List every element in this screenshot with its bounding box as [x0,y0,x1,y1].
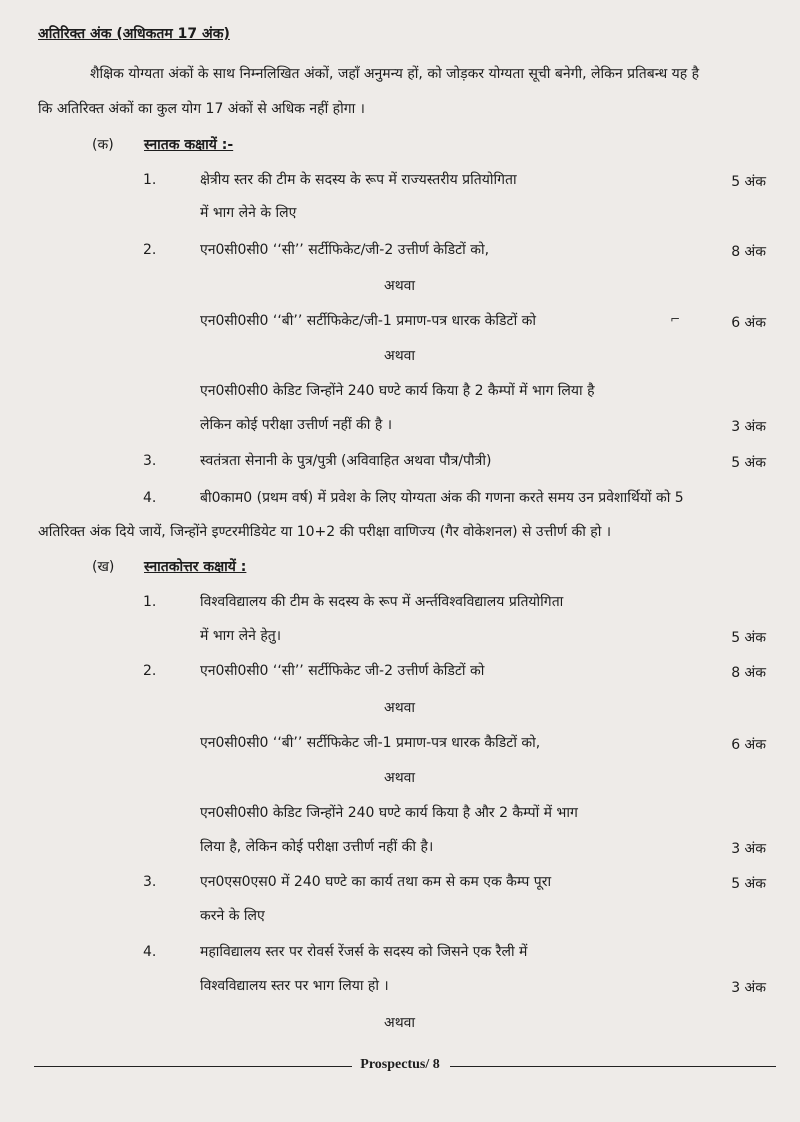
ka-item2-option-b-marks: 6 अंक [731,315,766,331]
kha-item1-line2: में भाग लेने हेतु। [200,628,282,644]
ka-item4-number: 4. [143,490,157,506]
kha-item4-marks: 3 अंक [731,980,766,996]
kha-item2-option-b: एन0सी0सी0 ‘‘बी’’ सर्टीफिकेट जी-1 प्रमाण-पत्र धारक कैडिटों को, [200,735,541,751]
ka-or-1: अथवा [384,278,416,294]
kha-item3-number: 3. [143,874,157,890]
ka-item1-line1: क्षेत्रीय स्तर की टीम के सदस्य के रूप में राज्यस्तरीय प्रतियोगिता [200,172,517,188]
ka-item3-marks: 5 अंक [731,455,766,471]
section-ka-label: (क) [92,137,114,153]
kha-item4-line2: विश्वविद्यालय स्तर पर भाग लिया हो । [200,978,389,994]
ka-item4-line2: अतिरिक्त अंक दिये जायें, जिन्होंने इण्टरमीडियेट या 10+2 की परीक्षा वाणिज्य (गैर वोकेशनल) से उत्तीर्ण की हो । [38,524,612,540]
stray-mark: ⌐ [670,312,681,326]
ka-item2-option-b: एन0सी0सी0 ‘‘बी’’ सर्टीफिकेट/जी-1 प्रमाण-पत्र धारक केडिटों को [200,313,537,329]
section-heading: अतिरिक्त अंक (अधिकतम 17 अंक) [38,26,230,42]
kha-item2-option-a: एन0सी0सी0 ‘‘सी’’ सर्टीफिकेट जी-2 उत्तीर्ण केडिटों को [200,663,485,679]
page-footer: Prospectus/ 8 [360,1057,440,1072]
kha-or-1: अथवा [384,700,416,716]
section-kha-label: (ख) [92,559,115,575]
kha-item4-line1: महाविद्यालय स्तर पर रोवर्स रेंजर्स के सदस्य को जिसने एक रैली में [200,944,528,960]
ka-item2-option-c-line2: लेकिन कोई परीक्षा उत्तीर्ण नहीं की है । [200,417,393,433]
ka-item4-line1: बी0काम0 (प्रथम वर्ष) में प्रवेश के लिए योग्यता अंक की गणना करते समय उन प्रवेशार्थियों को 5 [200,490,684,506]
kha-item2-option-c-line1: एन0सी0सी0 केडिट जिन्होंने 240 घण्टे कार्य किया है और 2 कैम्पों में भाग [200,805,578,821]
kha-item3-line2: करने के लिए [200,908,265,924]
kha-item4-number: 4. [143,944,157,960]
ka-item2-option-a: एन0सी0सी0 ‘‘सी’’ सर्टीफिकेट/जी-2 उत्तीर्ण केडिटों को, [200,242,490,258]
ka-item1-line2: में भाग लेने के लिए [200,205,297,221]
kha-item2-number: 2. [143,663,157,679]
ka-item2-number: 2. [143,242,157,258]
kha-item2-option-b-marks: 6 अंक [731,737,766,753]
kha-item2-option-c-line2: लिया है, लेकिन कोई परीक्षा उत्तीर्ण नहीं की है। [200,839,434,855]
ka-item1-marks: 5 अंक [731,174,766,190]
intro-line-2: कि अतिरिक्त अंकों का कुल योग 17 अंकों से अधिक नहीं होगा । [38,101,365,117]
ka-item2-option-c-marks: 3 अंक [731,419,766,435]
kha-or-3: अथवा [384,1015,416,1031]
ka-item2-option-a-marks: 8 अंक [731,244,766,260]
kha-item1-marks: 5 अंक [731,630,766,646]
ka-or-2: अथवा [384,348,416,364]
section-ka-title: स्नातक कक्षायें :- [144,137,234,153]
ka-item3-text: स्वतंत्रता सेनानी के पुत्र/पुत्री (अविवाहित अथवा पौत्र/पौत्री) [200,453,492,469]
kha-item1-line1: विश्वविद्यालय की टीम के सदस्य के रूप में अर्न्तविश्वविद्यालय प्रतियोगिता [200,594,564,610]
section-kha-title: स्नातकोत्तर कक्षायें : [144,559,247,575]
kha-or-2: अथवा [384,770,416,786]
kha-item3-line1: एन0एस0एस0 में 240 घण्टे का कार्य तथा कम से कम एक कैम्प पूरा [200,874,552,890]
kha-item2-option-c-marks: 3 अंक [731,841,766,857]
kha-item2-option-a-marks: 8 अंक [731,665,766,681]
kha-item3-marks: 5 अंक [731,876,766,892]
ka-item1-number: 1. [143,172,157,188]
ka-item3-number: 3. [143,453,157,469]
ka-item2-option-c-line1: एन0सी0सी0 केडिट जिन्होंने 240 घण्टे कार्य किया है 2 कैम्पों में भाग लिया है [200,383,595,399]
intro-line-1: शैक्षिक योग्यता अंकों के साथ निम्नलिखित अंकों, जहाँ अनुमन्य हों, को जोड़कर योग्यता सूची बनेगी, लेकिन प्रतिबन्ध यह है [90,66,700,82]
kha-item1-number: 1. [143,594,157,610]
